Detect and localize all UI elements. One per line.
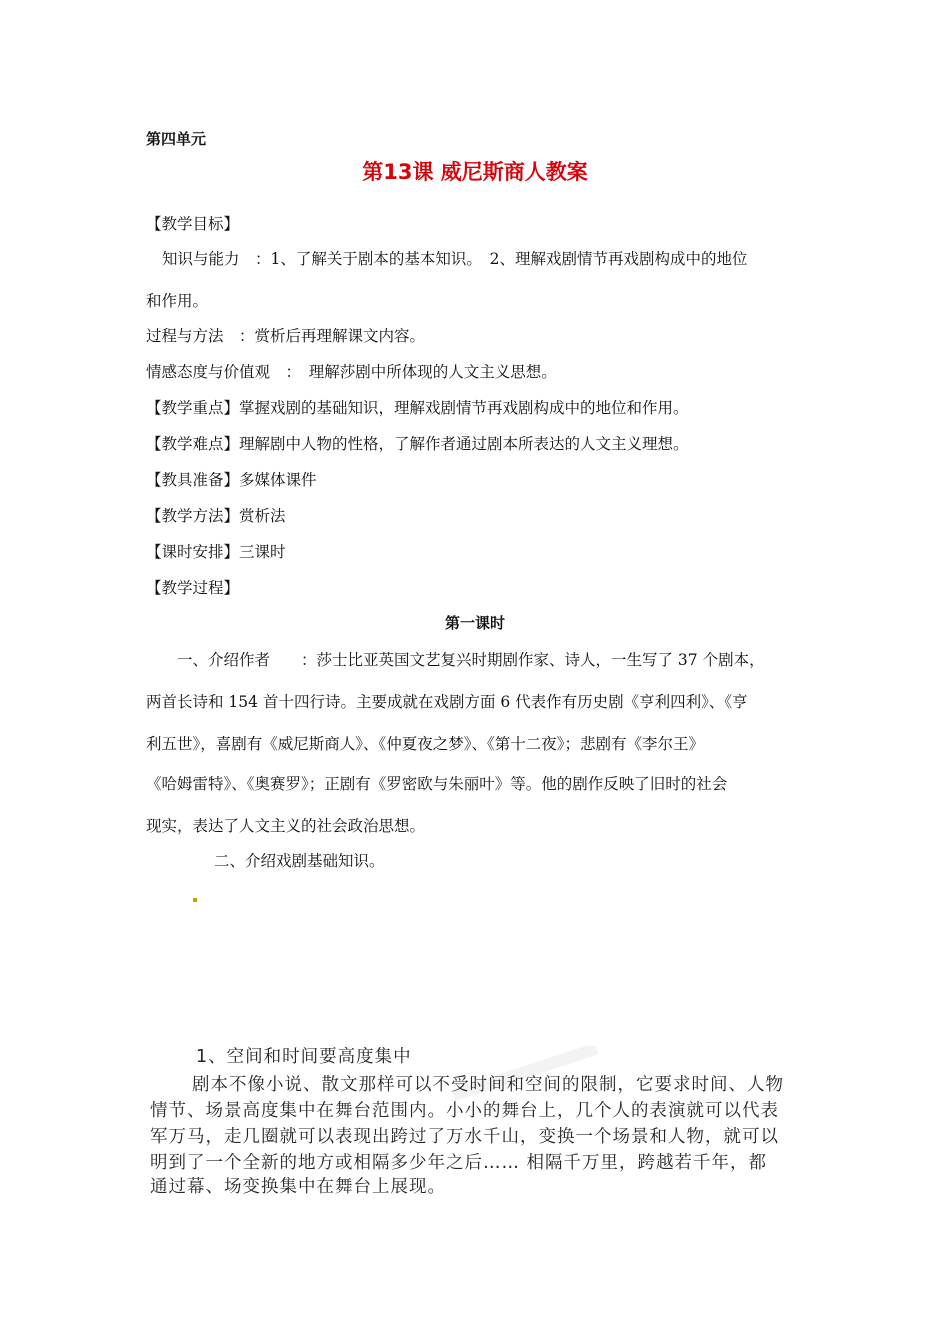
scan-line: 军万马，走几圈就可以表现出跨过了万水千山，变换一个场景和人物，就可以 (150, 1127, 779, 1147)
scan-line: 剧本不像小说、散文那样可以不受时间和空间的限制，它要求时间、人物 (192, 1075, 784, 1095)
unit-label: 第四单元 (146, 130, 207, 148)
method: 【教学方法】赏析法 (146, 507, 286, 525)
schedule: 【课时安排】三课时 (146, 543, 286, 561)
bullet-dot (193, 898, 197, 902)
intro-line: 《哈姆雷特》、《奥赛罗》；正剧有《罗密欧与朱丽叶》等。他的剧作反映了旧时的社会 (146, 775, 728, 793)
difficulty: 【教学难点】理解剧中人物的性格，了解作者通过剧本所表达的人文主义理想。 (146, 435, 689, 453)
key-point: 【教学重点】掌握戏剧的基础知识，理解戏剧情节再戏剧构成中的地位和作用。 (146, 399, 689, 417)
scanned-text-image (150, 1046, 802, 1200)
goal-process: 过程与方法 ：赏析后再理解课文内容。 (146, 327, 426, 345)
intro-line: 两首长诗和 154 首十四行诗。主要成就在戏剧方面 6 代表作有历史剧《亨利四利》、《亨 (146, 693, 748, 711)
section2-heading: 二、介绍戏剧基础知识。 (214, 852, 385, 870)
scan-line: 通过幕、场变换集中在舞台上展现。 (150, 1177, 446, 1197)
lesson1-heading: 第一课时 (444, 614, 505, 632)
intro-line: 现实，表达了人文主义的社会政治思想。 (146, 817, 426, 835)
scan-line: 1、空间和时间要高度集中 (196, 1047, 412, 1067)
intro-line: 利五世》，喜剧有《威尼斯商人》、《仲夏夜之梦》、《第十二夜》；悲剧有《李尔王》 (146, 735, 705, 753)
scan-line: 情节、场景高度集中在舞台范围内。小小的舞台上，几个人的表演就可以代表 (150, 1101, 779, 1121)
scan-line: 明到了一个全新的地方或相隔多少年之后…… 相隔千万里，跨越若千年，都 (150, 1153, 768, 1173)
document-title: 第13课 威尼斯商人教案 (362, 160, 588, 184)
tools: 【教具准备】多媒体课件 (146, 471, 317, 489)
goal-ability-line2: 和作用。 (146, 292, 209, 310)
process-heading: 【教学过程】 (146, 579, 240, 597)
intro-line: 一、介绍作者 ：莎士比亚英国文艺复兴时期剧作家、诗人，一生写了 37 个剧本， (177, 651, 765, 669)
goal-ability-line1: 知识与能力 ：1、了解关于剧本的基本知识。 2、理解戏剧情节再戏剧构成中的地位 (162, 250, 748, 268)
goals-heading: 【教学目标】 (146, 215, 240, 233)
goal-emotion: 情感态度与价值观 ： 理解莎剧中所体现的人文主义思想。 (146, 363, 557, 381)
